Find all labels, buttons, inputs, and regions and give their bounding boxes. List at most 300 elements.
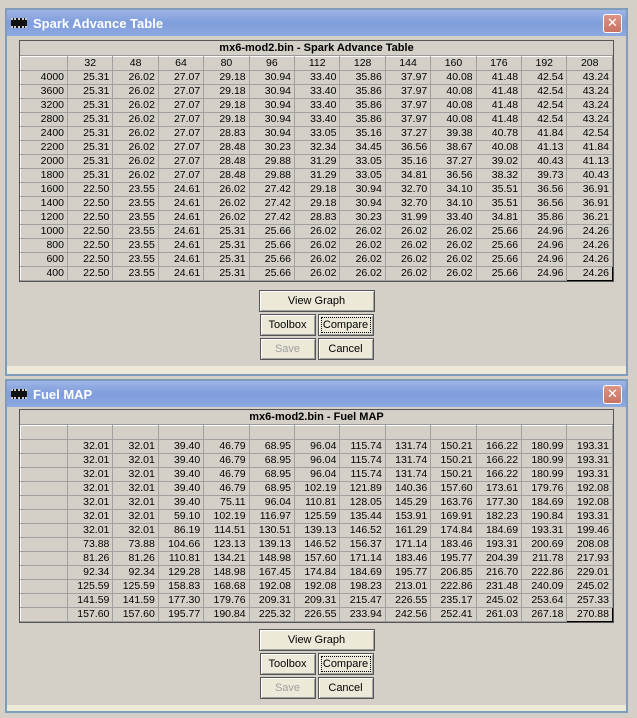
table-cell[interactable]: 35.86 — [340, 113, 385, 127]
table-cell[interactable]: 166.22 — [476, 440, 521, 454]
table-cell[interactable]: 102.19 — [295, 482, 340, 496]
compare-button[interactable]: Compare — [318, 653, 374, 675]
table-cell[interactable]: 25.31 — [68, 85, 113, 99]
column-header[interactable]: 96 — [249, 57, 294, 71]
table-cell[interactable]: 73.88 — [68, 538, 113, 552]
table-cell[interactable]: 195.77 — [431, 552, 476, 566]
table-cell[interactable]: 35.16 — [385, 155, 430, 169]
table-cell[interactable]: 39.02 — [476, 155, 521, 169]
table-cell[interactable]: 193.31 — [567, 510, 613, 524]
table-cell[interactable]: 32.34 — [295, 141, 340, 155]
table-cell[interactable]: 215.47 — [340, 594, 385, 608]
table-cell[interactable]: 27.07 — [158, 99, 203, 113]
table-cell[interactable]: 86.19 — [158, 524, 203, 538]
table-cell[interactable]: 41.84 — [522, 127, 567, 141]
table-cell[interactable]: 24.61 — [158, 267, 203, 281]
table-cell[interactable]: 29.18 — [204, 113, 249, 127]
table-cell[interactable]: 209.31 — [249, 594, 294, 608]
row-header[interactable]: 1600 — [21, 183, 68, 197]
table-cell[interactable]: 23.55 — [113, 225, 158, 239]
column-header[interactable]: 112 — [295, 57, 340, 71]
row-header[interactable]: 2200 — [21, 141, 68, 155]
table-cell[interactable]: 26.02 — [340, 239, 385, 253]
table-cell[interactable]: 33.40 — [431, 211, 476, 225]
column-header[interactable] — [385, 426, 430, 440]
table-cell[interactable]: 184.69 — [340, 566, 385, 580]
row-header[interactable]: 1200 — [21, 211, 68, 225]
table-cell[interactable]: 37.97 — [385, 99, 430, 113]
table-cell[interactable]: 42.54 — [522, 85, 567, 99]
table-cell[interactable]: 150.21 — [431, 468, 476, 482]
column-header[interactable] — [340, 426, 385, 440]
row-header[interactable] — [21, 440, 68, 454]
table-cell[interactable]: 32.01 — [113, 468, 158, 482]
table-cell[interactable]: 26.02 — [385, 225, 430, 239]
table-cell[interactable]: 32.01 — [68, 482, 113, 496]
table-cell[interactable]: 26.02 — [385, 267, 430, 281]
column-header[interactable]: 176 — [476, 57, 521, 71]
table-cell[interactable]: 183.46 — [385, 552, 430, 566]
table-cell[interactable]: 42.54 — [522, 113, 567, 127]
table-cell[interactable]: 23.55 — [113, 267, 158, 281]
table-cell[interactable]: 30.94 — [249, 113, 294, 127]
table-cell[interactable]: 37.97 — [385, 71, 430, 85]
row-header[interactable]: 400 — [21, 267, 68, 281]
column-header[interactable] — [204, 426, 249, 440]
table-cell[interactable]: 40.43 — [567, 169, 613, 183]
column-header[interactable] — [113, 426, 158, 440]
table-cell[interactable]: 240.09 — [522, 580, 567, 594]
table-cell[interactable]: 30.23 — [249, 141, 294, 155]
table-cell[interactable]: 40.43 — [522, 155, 567, 169]
table-cell[interactable]: 27.42 — [249, 183, 294, 197]
column-header[interactable]: 160 — [431, 57, 476, 71]
table-cell[interactable]: 96.04 — [295, 468, 340, 482]
table-cell[interactable]: 198.23 — [340, 580, 385, 594]
table-cell[interactable]: 25.66 — [249, 253, 294, 267]
table-cell[interactable]: 229.01 — [567, 566, 613, 580]
row-header[interactable] — [21, 538, 68, 552]
table-cell[interactable]: 26.02 — [113, 141, 158, 155]
table-cell[interactable]: 242.56 — [385, 608, 430, 622]
table-cell[interactable]: 26.02 — [113, 113, 158, 127]
column-header[interactable] — [476, 426, 521, 440]
table-cell[interactable]: 25.31 — [204, 239, 249, 253]
close-icon[interactable]: ✕ — [603, 14, 622, 33]
row-header[interactable] — [21, 496, 68, 510]
table-cell[interactable]: 26.02 — [431, 225, 476, 239]
table-cell[interactable]: 39.40 — [158, 496, 203, 510]
table-cell[interactable]: 30.94 — [249, 127, 294, 141]
table-cell[interactable]: 25.31 — [68, 169, 113, 183]
table-cell[interactable]: 24.26 — [567, 267, 613, 281]
table-cell[interactable]: 257.33 — [567, 594, 613, 608]
column-header[interactable] — [158, 426, 203, 440]
table-cell[interactable]: 36.56 — [522, 183, 567, 197]
table-cell[interactable]: 32.70 — [385, 197, 430, 211]
table-cell[interactable]: 24.61 — [158, 211, 203, 225]
row-header[interactable] — [21, 454, 68, 468]
table-cell[interactable]: 34.45 — [340, 141, 385, 155]
table-cell[interactable]: 22.50 — [68, 253, 113, 267]
table-cell[interactable]: 32.01 — [113, 524, 158, 538]
table-cell[interactable]: 26.02 — [113, 71, 158, 85]
table-cell[interactable]: 24.61 — [158, 225, 203, 239]
table-cell[interactable]: 25.31 — [204, 267, 249, 281]
table-cell[interactable]: 35.51 — [476, 197, 521, 211]
table-cell[interactable]: 140.36 — [385, 482, 430, 496]
table-cell[interactable]: 270.88 — [567, 608, 613, 622]
table-cell[interactable]: 179.76 — [204, 594, 249, 608]
table-cell[interactable]: 32.01 — [113, 454, 158, 468]
column-header[interactable]: 128 — [340, 57, 385, 71]
table-cell[interactable]: 180.99 — [522, 454, 567, 468]
table-cell[interactable]: 43.24 — [567, 113, 613, 127]
table-cell[interactable]: 153.91 — [385, 510, 430, 524]
row-header[interactable]: 2800 — [21, 113, 68, 127]
table-cell[interactable]: 33.40 — [295, 113, 340, 127]
table-cell[interactable]: 184.69 — [522, 496, 567, 510]
table-cell[interactable]: 163.76 — [431, 496, 476, 510]
table-cell[interactable]: 146.52 — [340, 524, 385, 538]
table-cell[interactable]: 182.23 — [476, 510, 521, 524]
table-cell[interactable]: 23.55 — [113, 197, 158, 211]
row-header[interactable] — [21, 482, 68, 496]
cancel-button[interactable]: Cancel — [318, 677, 374, 699]
row-header[interactable]: 800 — [21, 239, 68, 253]
table-cell[interactable]: 26.02 — [204, 183, 249, 197]
table-cell[interactable]: 24.96 — [522, 253, 567, 267]
table-cell[interactable]: 38.32 — [476, 169, 521, 183]
column-header[interactable]: 80 — [204, 57, 249, 71]
table-cell[interactable]: 146.52 — [295, 538, 340, 552]
table-cell[interactable]: 115.74 — [340, 440, 385, 454]
table-cell[interactable]: 26.02 — [431, 267, 476, 281]
table-cell[interactable]: 40.08 — [476, 141, 521, 155]
table-cell[interactable]: 24.61 — [158, 197, 203, 211]
table-cell[interactable]: 130.51 — [249, 524, 294, 538]
table-cell[interactable]: 22.50 — [68, 225, 113, 239]
column-header[interactable] — [68, 426, 113, 440]
table-cell[interactable]: 36.56 — [431, 169, 476, 183]
table-cell[interactable]: 35.51 — [476, 183, 521, 197]
table-cell[interactable]: 150.21 — [431, 454, 476, 468]
table-cell[interactable]: 231.48 — [476, 580, 521, 594]
table-cell[interactable]: 26.02 — [204, 211, 249, 225]
table-cell[interactable]: 158.83 — [158, 580, 203, 594]
table-cell[interactable]: 195.77 — [158, 608, 203, 622]
table-cell[interactable]: 139.13 — [249, 538, 294, 552]
table-cell[interactable]: 24.26 — [567, 253, 613, 267]
table-cell[interactable]: 25.31 — [68, 141, 113, 155]
table-cell[interactable]: 116.97 — [249, 510, 294, 524]
row-header[interactable]: 2400 — [21, 127, 68, 141]
table-cell[interactable]: 32.01 — [68, 510, 113, 524]
table-cell[interactable]: 125.59 — [113, 580, 158, 594]
table-cell[interactable]: 169.91 — [431, 510, 476, 524]
table-cell[interactable]: 35.86 — [522, 211, 567, 225]
save-button[interactable]: Save — [260, 677, 316, 699]
table-cell[interactable]: 24.96 — [522, 239, 567, 253]
table-cell[interactable]: 233.94 — [340, 608, 385, 622]
row-header[interactable]: 3600 — [21, 85, 68, 99]
column-header[interactable] — [249, 426, 294, 440]
table-cell[interactable]: 27.42 — [249, 197, 294, 211]
row-header[interactable] — [21, 594, 68, 608]
table-cell[interactable]: 39.38 — [431, 127, 476, 141]
column-header[interactable] — [431, 426, 476, 440]
table-cell[interactable]: 174.84 — [431, 524, 476, 538]
table-cell[interactable]: 150.21 — [431, 440, 476, 454]
table-cell[interactable]: 192.08 — [567, 482, 613, 496]
table-cell[interactable]: 39.40 — [158, 482, 203, 496]
table-cell[interactable]: 43.24 — [567, 99, 613, 113]
table-cell[interactable]: 167.45 — [249, 566, 294, 580]
table-cell[interactable]: 25.31 — [68, 127, 113, 141]
table-cell[interactable]: 30.94 — [249, 71, 294, 85]
table-cell[interactable]: 193.31 — [522, 524, 567, 538]
table-cell[interactable]: 168.68 — [204, 580, 249, 594]
table-cell[interactable]: 28.48 — [204, 155, 249, 169]
table-cell[interactable]: 174.84 — [295, 566, 340, 580]
table-cell[interactable]: 123.13 — [204, 538, 249, 552]
table-cell[interactable]: 245.02 — [476, 594, 521, 608]
table-cell[interactable]: 193.31 — [567, 454, 613, 468]
table-cell[interactable]: 193.31 — [567, 440, 613, 454]
table-cell[interactable]: 110.81 — [295, 496, 340, 510]
table-cell[interactable]: 25.31 — [68, 113, 113, 127]
table-cell[interactable]: 26.02 — [204, 197, 249, 211]
table-cell[interactable]: 36.91 — [567, 183, 613, 197]
table-cell[interactable]: 32.01 — [68, 440, 113, 454]
table-cell[interactable]: 200.69 — [522, 538, 567, 552]
table-cell[interactable]: 36.91 — [567, 197, 613, 211]
table-cell[interactable]: 32.01 — [113, 496, 158, 510]
table-cell[interactable]: 37.27 — [385, 127, 430, 141]
table-cell[interactable]: 31.29 — [295, 155, 340, 169]
table-cell[interactable]: 96.04 — [295, 454, 340, 468]
table-cell[interactable]: 59.10 — [158, 510, 203, 524]
table-cell[interactable]: 139.13 — [295, 524, 340, 538]
table-cell[interactable]: 173.61 — [476, 482, 521, 496]
table-cell[interactable]: 179.76 — [522, 482, 567, 496]
table-cell[interactable]: 222.86 — [522, 566, 567, 580]
row-header[interactable] — [21, 566, 68, 580]
table-cell[interactable]: 96.04 — [295, 440, 340, 454]
table-cell[interactable]: 110.81 — [158, 552, 203, 566]
table-cell[interactable]: 177.30 — [476, 496, 521, 510]
table-cell[interactable]: 68.95 — [249, 454, 294, 468]
table-cell[interactable]: 225.32 — [249, 608, 294, 622]
table-cell[interactable]: 24.96 — [522, 225, 567, 239]
table-cell[interactable]: 204.39 — [476, 552, 521, 566]
table-cell[interactable]: 32.01 — [68, 468, 113, 482]
table-cell[interactable]: 141.59 — [68, 594, 113, 608]
table-cell[interactable]: 35.86 — [340, 99, 385, 113]
table-cell[interactable]: 28.48 — [204, 141, 249, 155]
table-cell[interactable]: 125.59 — [295, 510, 340, 524]
table-cell[interactable]: 41.13 — [567, 155, 613, 169]
table-cell[interactable]: 190.84 — [204, 608, 249, 622]
table-cell[interactable]: 211.78 — [522, 552, 567, 566]
table-cell[interactable]: 40.08 — [431, 85, 476, 99]
table-cell[interactable]: 39.40 — [158, 454, 203, 468]
table-cell[interactable]: 27.07 — [158, 113, 203, 127]
table-cell[interactable]: 43.24 — [567, 85, 613, 99]
table-cell[interactable]: 96.04 — [249, 496, 294, 510]
table-cell[interactable]: 92.34 — [113, 566, 158, 580]
table-cell[interactable]: 46.79 — [204, 482, 249, 496]
table-cell[interactable]: 252.41 — [431, 608, 476, 622]
table-cell[interactable]: 114.51 — [204, 524, 249, 538]
table-cell[interactable]: 199.46 — [567, 524, 613, 538]
table-cell[interactable]: 37.27 — [431, 155, 476, 169]
table-cell[interactable]: 36.21 — [567, 211, 613, 225]
table-cell[interactable]: 24.26 — [567, 239, 613, 253]
table-cell[interactable]: 23.55 — [113, 239, 158, 253]
row-header[interactable]: 1400 — [21, 197, 68, 211]
table-cell[interactable]: 25.66 — [249, 239, 294, 253]
table-cell[interactable]: 39.40 — [158, 440, 203, 454]
table-cell[interactable]: 29.88 — [249, 169, 294, 183]
table-cell[interactable]: 28.48 — [204, 169, 249, 183]
column-header[interactable]: 144 — [385, 57, 430, 71]
table-cell[interactable]: 31.29 — [295, 169, 340, 183]
table-cell[interactable]: 26.02 — [113, 99, 158, 113]
table-cell[interactable]: 216.70 — [476, 566, 521, 580]
table-cell[interactable]: 27.07 — [158, 155, 203, 169]
table-cell[interactable]: 195.77 — [385, 566, 430, 580]
table-cell[interactable]: 92.34 — [68, 566, 113, 580]
table-cell[interactable]: 208.08 — [567, 538, 613, 552]
table-cell[interactable]: 75.11 — [204, 496, 249, 510]
table-cell[interactable]: 46.79 — [204, 440, 249, 454]
table-cell[interactable]: 29.88 — [249, 155, 294, 169]
table-cell[interactable]: 22.50 — [68, 239, 113, 253]
row-header[interactable]: 2000 — [21, 155, 68, 169]
view-graph-button[interactable]: View Graph — [259, 290, 375, 312]
table-cell[interactable]: 26.02 — [113, 127, 158, 141]
table-cell[interactable]: 29.18 — [204, 99, 249, 113]
table-cell[interactable]: 36.56 — [522, 197, 567, 211]
table-cell[interactable]: 25.66 — [476, 267, 521, 281]
row-header[interactable] — [21, 510, 68, 524]
table-cell[interactable]: 34.10 — [431, 197, 476, 211]
table-cell[interactable]: 40.08 — [431, 71, 476, 85]
table-cell[interactable]: 104.66 — [158, 538, 203, 552]
table-cell[interactable]: 157.60 — [68, 608, 113, 622]
table-cell[interactable]: 24.61 — [158, 183, 203, 197]
table-cell[interactable]: 145.29 — [385, 496, 430, 510]
table-cell[interactable]: 27.07 — [158, 127, 203, 141]
table-cell[interactable]: 23.55 — [113, 211, 158, 225]
table-cell[interactable]: 24.61 — [158, 239, 203, 253]
table-cell[interactable]: 38.67 — [431, 141, 476, 155]
table-cell[interactable]: 27.07 — [158, 141, 203, 155]
table-cell[interactable]: 25.66 — [249, 225, 294, 239]
table-cell[interactable]: 23.55 — [113, 183, 158, 197]
table-cell[interactable]: 253.64 — [522, 594, 567, 608]
table-cell[interactable]: 34.10 — [431, 183, 476, 197]
table-cell[interactable]: 131.74 — [385, 468, 430, 482]
table-cell[interactable]: 193.31 — [567, 468, 613, 482]
table-cell[interactable]: 33.05 — [340, 155, 385, 169]
table-cell[interactable]: 33.40 — [295, 99, 340, 113]
table-cell[interactable]: 25.31 — [68, 99, 113, 113]
table-cell[interactable]: 25.66 — [476, 253, 521, 267]
table-cell[interactable]: 22.50 — [68, 211, 113, 225]
table-cell[interactable]: 131.74 — [385, 454, 430, 468]
table-cell[interactable]: 193.31 — [476, 538, 521, 552]
table-cell[interactable]: 25.31 — [68, 155, 113, 169]
table-cell[interactable]: 26.02 — [295, 225, 340, 239]
table-cell[interactable]: 26.02 — [295, 239, 340, 253]
table-cell[interactable]: 26.02 — [431, 239, 476, 253]
table-cell[interactable]: 32.70 — [385, 183, 430, 197]
table-cell[interactable]: 115.74 — [340, 468, 385, 482]
table-cell[interactable]: 33.40 — [295, 85, 340, 99]
row-header[interactable]: 4000 — [21, 71, 68, 85]
table-cell[interactable]: 24.96 — [522, 267, 567, 281]
table-cell[interactable]: 192.08 — [249, 580, 294, 594]
table-cell[interactable]: 32.01 — [68, 496, 113, 510]
table-cell[interactable]: 29.18 — [204, 85, 249, 99]
table-cell[interactable]: 30.94 — [249, 85, 294, 99]
table-cell[interactable]: 26.02 — [340, 253, 385, 267]
table-cell[interactable]: 39.73 — [522, 169, 567, 183]
table-cell[interactable]: 192.08 — [567, 496, 613, 510]
table-cell[interactable]: 30.94 — [340, 197, 385, 211]
row-header[interactable]: 600 — [21, 253, 68, 267]
table-cell[interactable]: 22.50 — [68, 183, 113, 197]
table-cell[interactable]: 41.48 — [476, 85, 521, 99]
table-cell[interactable]: 27.07 — [158, 71, 203, 85]
row-header[interactable] — [21, 468, 68, 482]
table-cell[interactable]: 68.95 — [249, 482, 294, 496]
table-cell[interactable]: 180.99 — [522, 440, 567, 454]
compare-button[interactable]: Compare — [318, 314, 374, 336]
table-cell[interactable]: 68.95 — [249, 440, 294, 454]
table-cell[interactable]: 267.18 — [522, 608, 567, 622]
table-cell[interactable]: 26.02 — [431, 253, 476, 267]
table-cell[interactable]: 25.66 — [476, 239, 521, 253]
table-cell[interactable]: 35.16 — [340, 127, 385, 141]
table-cell[interactable]: 25.31 — [204, 225, 249, 239]
table-cell[interactable]: 192.08 — [295, 580, 340, 594]
table-cell[interactable]: 22.50 — [68, 267, 113, 281]
table-cell[interactable]: 40.08 — [431, 113, 476, 127]
table-cell[interactable]: 226.55 — [385, 594, 430, 608]
table-cell[interactable]: 32.01 — [113, 482, 158, 496]
table-cell[interactable]: 30.23 — [340, 211, 385, 225]
table-cell[interactable]: 121.89 — [340, 482, 385, 496]
table-cell[interactable]: 39.40 — [158, 468, 203, 482]
table-cell[interactable]: 32.01 — [68, 454, 113, 468]
table-cell[interactable]: 157.60 — [113, 608, 158, 622]
close-icon[interactable]: ✕ — [603, 385, 622, 404]
table-cell[interactable]: 32.01 — [113, 510, 158, 524]
table-cell[interactable]: 36.56 — [385, 141, 430, 155]
table-cell[interactable]: 180.99 — [522, 468, 567, 482]
table-cell[interactable]: 73.88 — [113, 538, 158, 552]
table-cell[interactable]: 29.18 — [204, 71, 249, 85]
table-cell[interactable]: 166.22 — [476, 454, 521, 468]
column-header[interactable] — [567, 426, 613, 440]
table-cell[interactable]: 27.07 — [158, 85, 203, 99]
table-cell[interactable]: 141.59 — [113, 594, 158, 608]
table-cell[interactable]: 26.02 — [385, 253, 430, 267]
table-cell[interactable]: 25.66 — [249, 267, 294, 281]
